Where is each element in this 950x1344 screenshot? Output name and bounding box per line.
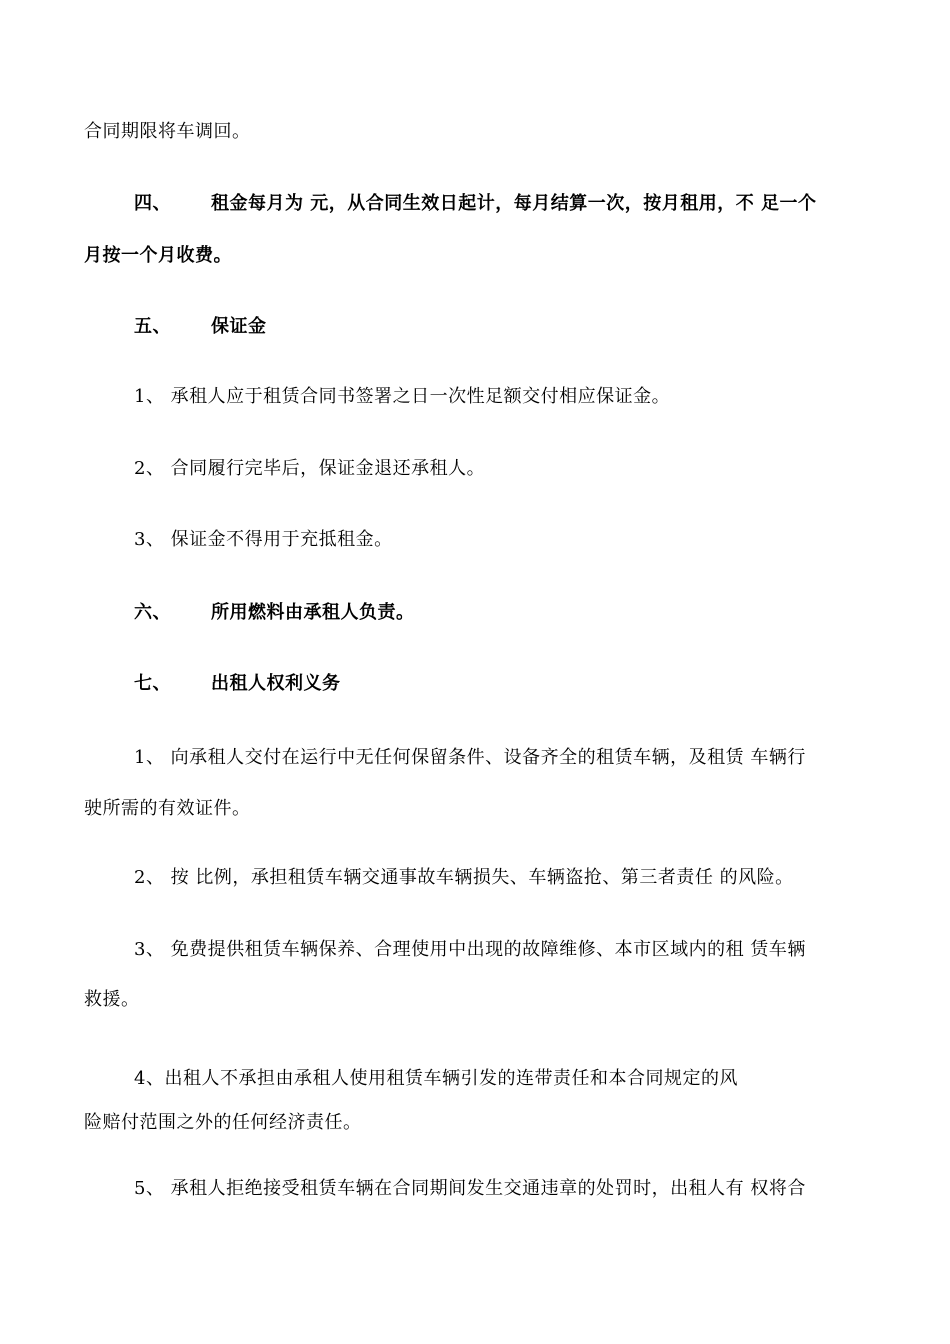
section-number: 五、 <box>134 316 171 337</box>
clause-5-1: 1、 承租人应于租赁合同书签署之日一次性足额交付相应保证金。 <box>134 386 671 407</box>
section-title: 出租人权利义务 <box>211 673 341 694</box>
clause-7-1: 1、 向承租人交付在运行中无任何保留条件、设备齐全的租赁车辆，及租赁 车辆行 <box>134 747 806 768</box>
section-text: 租金每月为 元，从合同生效日起计，每月结算一次，按月租用，不 足一个 <box>211 193 817 214</box>
section-title: 所用燃料由承租人负责。 <box>211 602 415 623</box>
clause-7-3-continuation: 救援。 <box>84 989 140 1010</box>
clause-7-2: 2、 按 比例，承担租赁车辆交通事故车辆损失、车辆盗抢、第三者责任 的风险。 <box>134 867 794 888</box>
clause-7-5: 5、 承租人拒绝接受租赁车辆在合同期间发生交通违章的处罚时，出租人有 权将合 <box>134 1178 806 1199</box>
section-title: 保证金 <box>211 316 267 337</box>
section-number: 七、 <box>134 673 171 694</box>
section-4-heading <box>134 192 817 216</box>
clause-5-3: 3、 保证金不得用于充抵租金。 <box>134 529 393 550</box>
text-line: 合同期限将车调回。 <box>84 121 251 142</box>
clause-7-4-continuation: 险赔付范围之外的任何经济责任。 <box>84 1112 362 1133</box>
section-number: 六、 <box>134 602 171 623</box>
section-7-heading <box>134 672 341 696</box>
section-6-heading <box>134 601 415 625</box>
clause-5-2: 2、 合同履行完毕后，保证金退还承租人。 <box>134 458 486 479</box>
section-4-continuation: 月按一个月收费。 <box>84 245 232 266</box>
section-5-heading <box>134 315 267 339</box>
section-number: 四、 <box>134 193 171 214</box>
clause-7-3: 3、 免费提供租赁车辆保养、合理使用中出现的故障维修、本市区域内的租 赁车辆 <box>134 939 806 960</box>
clause-7-1-continuation: 驶所需的有效证件。 <box>84 798 251 819</box>
clause-7-4: 4、出租人不承担由承租人使用租赁车辆引发的连带责任和本合同规定的风 <box>134 1068 738 1089</box>
